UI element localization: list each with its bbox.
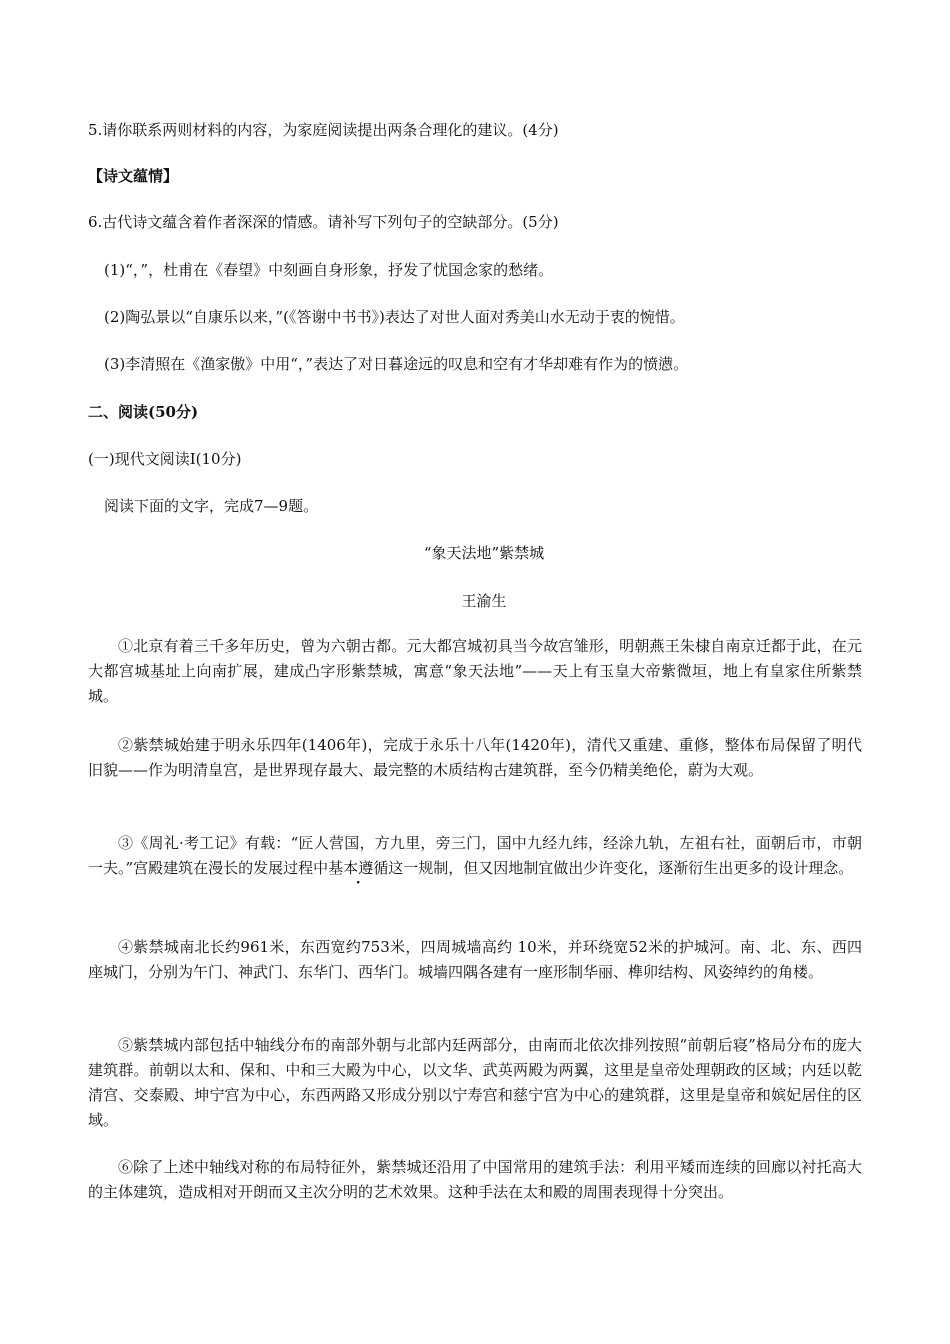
emphasized-word: 基本 [328,859,359,877]
question-6-item-1: (1)“，”，杜甫在《春望》中刻画自身形象，抒发了忧国念家的愁绪。 [104,261,554,279]
question-6-item-3: (3)李清照在《渔家傲》中用“，”表达了对日暮途远的叹息和空有才华却难有作为的愤懑。 [104,355,689,373]
section-heading-reading: 二、阅读(50分) [88,403,199,421]
article-paragraph-3-part-2: 遵循这一规制，但又因地制宜做出少许变化，逐渐衍生出更多的设计理念。 [358,859,854,877]
reading-instruction: 阅读下面的文字，完成7—9题。 [104,497,319,515]
article-paragraph-5: ⑤紫禁城内部包括中轴线分布的南部外朝与北部内廷两部分，由南而北依次排列按照“前朝后寝”格局分布的庞大建筑群。前朝以太和、保和、中和三大殿为中心，以文华、武英两殿为两翼，这里是皇帝处理朝政的区域；内廷以乾清宫、交泰殿、坤宁宫为中心，东西两路又形成分别以宁寿宫和慈宁宫为中心的建筑群，这里是皇帝和嫔妃居住的区域。 [88,1036,862,1129]
article-author: 王渝生 [461,592,507,610]
article-paragraph-3 [88,831,862,881]
article-paragraph-3-part-1: ③《周礼·考工记》有载：“匠人营国，方九里，旁三门，国中九经九纬，经涂九轨，左祖右社，面朝后市，市朝一夫。”宫殿建筑在漫长的发展过程中 [88,834,862,877]
article-paragraph-1: ①北京有着三千多年历史，曾为六朝古都。元大都宫城初具当今故宫雏形，明朝燕王朱棣自南京迁都于此，在元大都宫城基址上向南扩展，建成凸字形紫禁城，寓意“象天法地”——天上有玉皇大帝紫微垣，地上有皇家住所紫禁城。 [88,637,862,705]
article-paragraph-6: ⑥除了上述中轴线对称的布局特征外，紫禁城还沿用了中国常用的建筑手法：利用平矮而连续的回廊以衬托高大的主体建筑，造成相对开朗而又主次分明的艺术效果。这种手法在太和殿的周围表现得十分突出。 [88,1158,862,1201]
question-6-item-2: (2)陶弘景以“自康乐以来，”(《答谢中书书》)表达了对世人面对秀美山水无动于衷的惋惜。 [104,308,685,326]
section-heading-poetry: 【诗文蕴情】 [88,167,179,185]
question-6: 6.古代诗文蕴含着作者深深的情感。请补写下列句子的空缺部分。(5分) [88,213,559,231]
question-5: 5.请你联系两则材料的内容，为家庭阅读提出两条合理化的建议。(4分) [88,121,559,139]
article-paragraph-4: ④紫禁城南北长约961米，东西宽约753米，四周城墙高约 10米，并环绕宽52米的护城河。南、北、东、西四座城门，分别为午门、神武门、东华门、西华门。城墙四隅各建有一座形制华丽、榫卯结构、风姿绰约的角楼。 [88,938,862,981]
article-title: “象天法地”紫禁城 [423,544,545,562]
article-paragraph-2: ②紫禁城始建于明永乐四年(1406年)，完成于永乐十八年(1420年)，清代又重建、重修，整体布局保留了明代旧貌——作为明清皇宫，是世界现存最大、最完整的木质结构古建筑群，至今仍精美绝伦，蔚为大观。 [88,736,862,779]
subsection-heading: (一)现代文阅读Ⅰ(10分) [88,450,242,468]
